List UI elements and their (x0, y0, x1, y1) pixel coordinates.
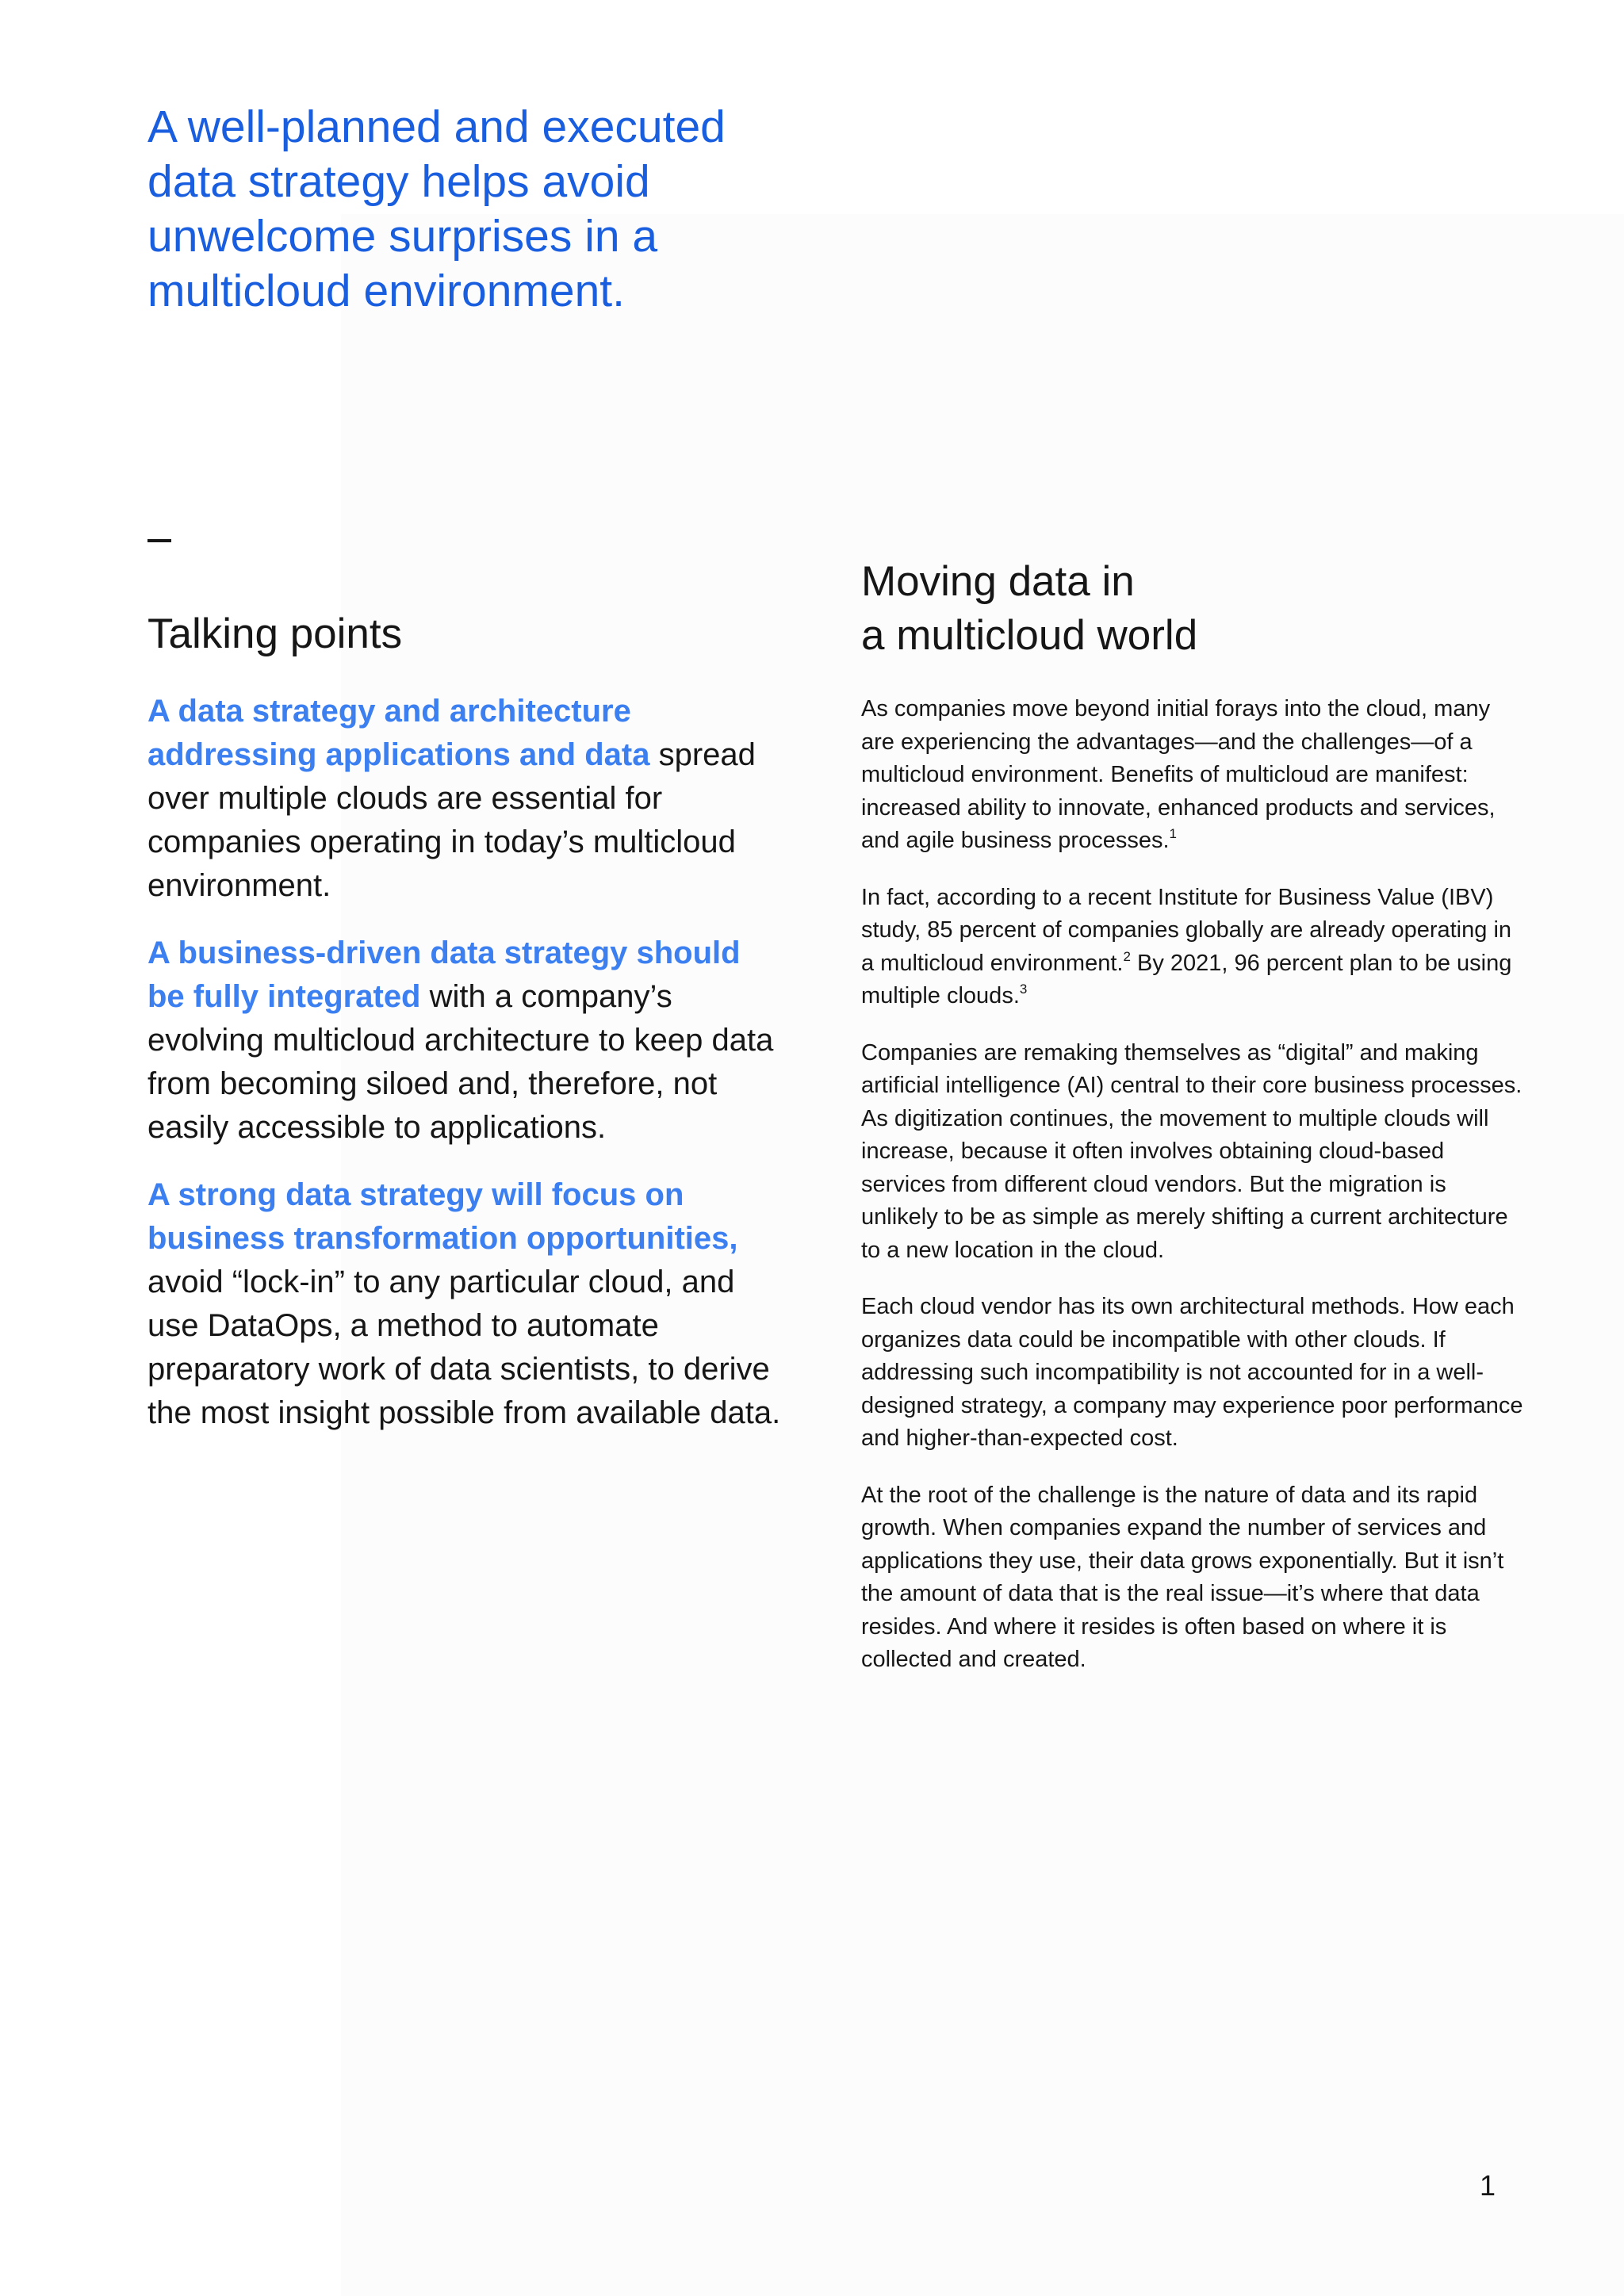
paragraph-text: In fact, according to a recent Institute for Business Value (IBV) study, 85 percent of companies globally are already operating in a multicloud environment. (861, 884, 1512, 976)
article-paragraph: Each cloud vendor has its own architectural methods. How each organizes data could be incompatible with other clouds. If addressing such incompatibility is not accounted for in a well-designed strategy, a company may experience poor performance and higher-than-expected cost. (861, 1294, 1523, 1451)
talking-points-title: Talking points (147, 610, 403, 657)
talking-point-highlight: A data strategy and architecture addressing applications and data (147, 694, 650, 772)
article-title (861, 555, 1527, 663)
article-paragraph: Companies are remaking themselves as “digital” and making artificial intelligence (AI) central to their core business processes. As digitization continues, the movement to multiple clouds will increase, because it often involves obtaining cloud-based services from different cloud vendors. But the migration is unlikely to be as simple as merely shifting a current architecture to a new location in the cloud. (861, 1039, 1522, 1263)
article-section (861, 555, 1527, 1701)
talking-point-highlight: A strong data strategy will focus on business transformation opportunities, (147, 1177, 738, 1256)
talking-points-section (147, 609, 782, 1459)
talking-point (147, 932, 782, 1150)
talking-point-highlight: A business-driven data strategy should be fully integrated (147, 936, 741, 1014)
footnote-ref: 2 (1123, 948, 1131, 964)
paragraph-text: As companies move beyond initial forays into the cloud, many are experiencing the advantages—and the challenges—of a multicloud environment. Benefits of multicloud are manifest: increased ability to innovate, enhanced products and services, and agile business processes. (861, 696, 1496, 853)
talking-point (147, 690, 782, 908)
article-title-line1: Moving data in (861, 558, 1135, 605)
headline: A well-planned and executed data strategy helps avoid unwelcome surprises in a multicloud environment. (147, 101, 726, 316)
footnote-ref: 1 (1169, 826, 1177, 841)
article-title-line2: a multicloud world (861, 612, 1198, 659)
footnote-ref: 3 (1019, 982, 1028, 997)
article-paragraph (861, 882, 1527, 1013)
article-paragraph: At the root of the challenge is the nature of data and its rapid growth. When companies expand the number of services and applications they use, their data grows exponentially. But it isn’t the amount of data that is the real issue—it’s where that data resides. And where it resides is often based on where it is collected and created. (861, 1482, 1504, 1672)
page-number: 1 (1480, 2169, 1496, 2202)
article-paragraph (861, 693, 1527, 858)
talking-point (147, 1173, 782, 1435)
talking-point-text: avoid “lock-in” to any particular cloud, and use DataOps, a method to automate preparatory work of data scientists, to derive the most insight possible from available data. (147, 1265, 781, 1430)
section-dash (147, 539, 171, 542)
paragraph-text: By 2021, 96 percent plan to be using multiple clouds. (861, 950, 1512, 1008)
talking-point-text: with a company’s evolving multicloud architecture to keep data from becoming siloed and, therefore, not easily accessible to applications. (147, 979, 774, 1145)
talking-point-text: spread over multiple clouds are essential for companies operating in today’s multicloud environment. (147, 737, 756, 903)
